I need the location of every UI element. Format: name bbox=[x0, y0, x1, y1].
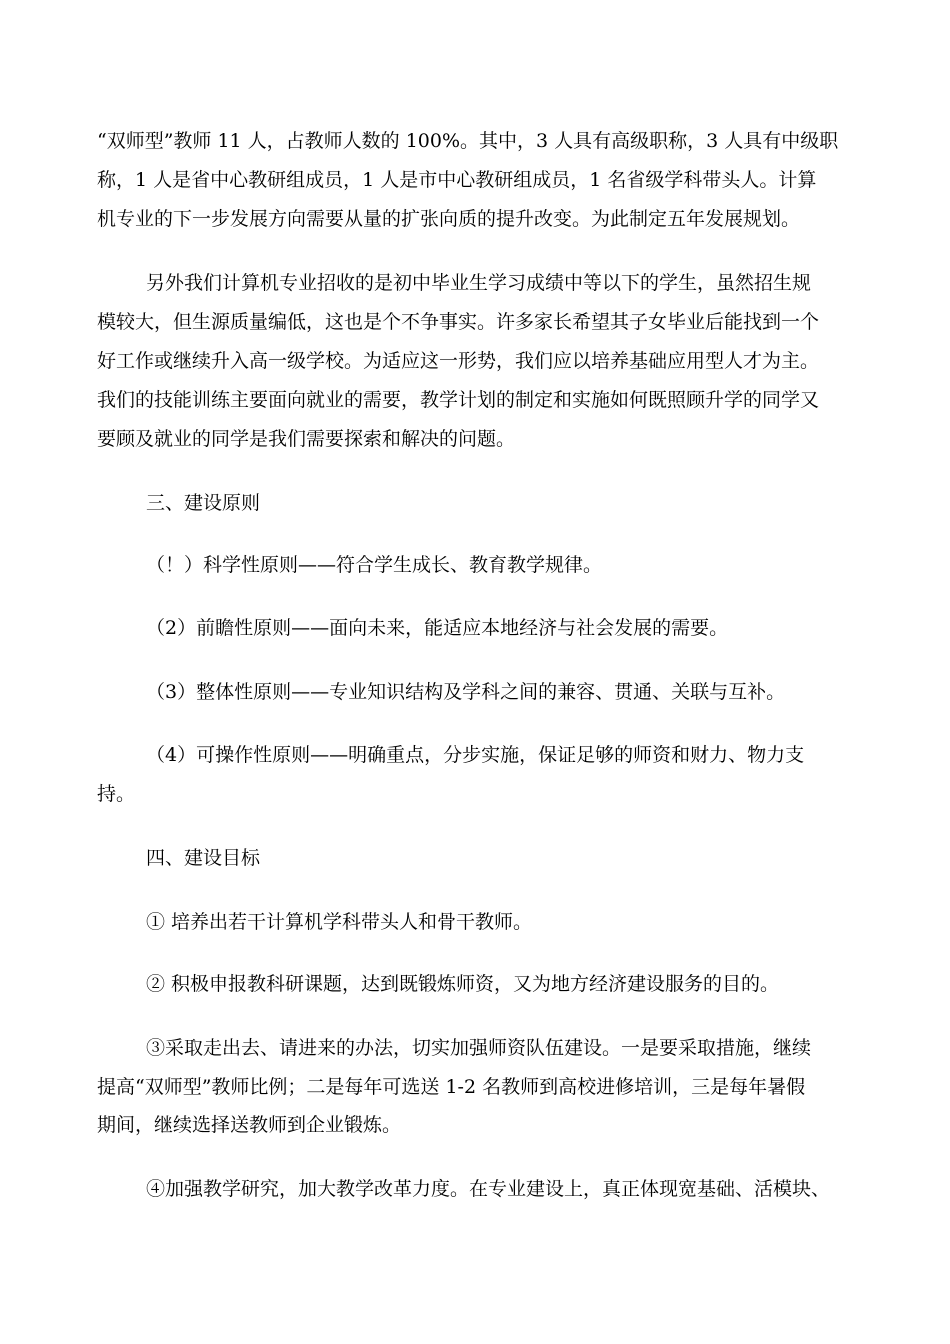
text-line: 要顾及就业的同学是我们需要探索和解决的问题。 bbox=[97, 428, 516, 450]
text-line: ① 培养出若干计算机学科带头人和骨干教师。 bbox=[146, 911, 533, 933]
text-line: 模较大，但生源质量编低，这也是个不争事实。许多家长希望其子女毕业后能找到一个 bbox=[97, 311, 820, 333]
text-line: ③采取走出去、请进来的办法，切实加强师资队伍建设。一是要采取措施，继续 bbox=[146, 1037, 812, 1059]
text-line: “双师型”教师 11 人，占教师人数的 100%。其中，3 人具有高级职称，3 人具有中级职 bbox=[97, 130, 839, 152]
text-line: ④加强教学研究，加大教学改革力度。在专业建设上，真正体现宽基础、活模块、 bbox=[146, 1178, 831, 1200]
text-line: 另外我们计算机专业招收的是初中毕业生学习成绩中等以下的学生，虽然招生规 bbox=[146, 272, 812, 294]
text-line: （3）整体性原则——专业知识结构及学科之间的兼容、贯通、关联与互补。 bbox=[146, 681, 786, 703]
text-line: 提高“双师型”教师比例；二是每年可选送 1-2 名教师到高校进修培训，三是每年暑假 bbox=[97, 1076, 806, 1098]
text-line: （2）前瞻性原则——面向未来，能适应本地经济与社会发展的需要。 bbox=[146, 617, 729, 639]
text-line: 我们的技能训练主要面向就业的需要，教学计划的制定和实施如何既照顾升学的同学又 bbox=[97, 389, 820, 411]
heading-text: 三、建设原则 bbox=[146, 492, 261, 514]
text-line: （4）可操作性原则——明确重点，分步实施，保证足够的师资和财力、物力支 bbox=[146, 744, 805, 766]
heading-text: 四、建设目标 bbox=[146, 847, 261, 869]
text-line: （！）科学性原则——符合学生成长、教育教学规律。 bbox=[146, 554, 603, 576]
text-line: 称，1 人是省中心教研组成员，1 人是市中心教研组成员，1 名省级学科带头人。计算 bbox=[97, 169, 817, 191]
text-line: ② 积极申报教科研课题，达到既锻炼师资，又为地方经济建设服务的目的。 bbox=[146, 973, 780, 995]
text-line: 好工作或继续升入高一级学校。为适应这一形势，我们应以培养基础应用型人才为主。 bbox=[97, 350, 820, 372]
text-line: 机专业的下一步发展方向需要从量的扩张向质的提升改变。为此制定五年发展规划。 bbox=[97, 208, 801, 230]
text-line: 期间，继续选择送教师到企业锻炼。 bbox=[97, 1114, 402, 1136]
text-line: 持。 bbox=[97, 783, 136, 805]
